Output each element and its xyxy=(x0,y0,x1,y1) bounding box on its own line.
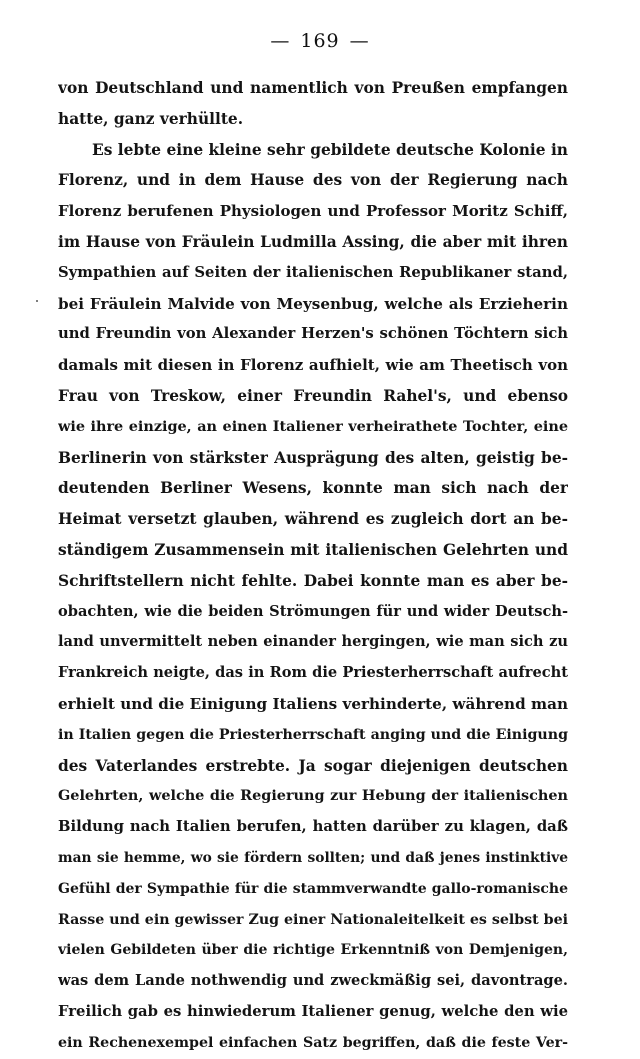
text-line: Gelehrten, welche die Regierung zur Hebung der italienischen xyxy=(58,787,568,805)
text-line: obachten, wie die beiden Strömungen für und wider Deutsch- xyxy=(58,602,568,620)
body-text xyxy=(58,73,568,1059)
text-line: wie ihre einzige, an einen Italiener verheirathete Tochter, eine xyxy=(58,417,568,435)
text-line: im Hause von Fräulein Ludmilla Assing, die aber mit ihren xyxy=(58,232,568,251)
page-number-dash-left: — xyxy=(270,30,291,52)
text-line: damals mit diesen in Florenz aufhielt, wie am Theetisch von xyxy=(58,356,568,375)
text-line: Frau von Treskow, einer Freundin Rahel's, und ebenso xyxy=(58,386,568,405)
text-line: land unvermittelt neben einander hergingen, wie man sich zu xyxy=(58,633,568,651)
text-line: Berlinerin von stärkster Ausprägung des alten, geistig be- xyxy=(58,448,568,467)
text-line: von Deutschland und namentlich von Preußen empfangen xyxy=(58,79,568,97)
text-line: des Vaterlandes erstrebte. Ja sogar diejenigen deutschen xyxy=(58,756,568,775)
text-line: erhielt und die Einigung Italiens verhinderte, während man xyxy=(58,694,568,713)
print-speck xyxy=(36,300,38,302)
text-line: Rasse und ein gewisser Zug einer Nationaleitelkeit es selbst bei xyxy=(58,911,568,928)
text-line: Es lebte eine kleine sehr gebildete deutsche Kolonie in xyxy=(92,140,568,159)
text-line: Freilich gab es hinwiederum Italiener genug, welche den wie xyxy=(58,1002,568,1020)
page-number: 169 xyxy=(300,30,340,52)
text-line: ständigem Zusammensein mit italienischen Gelehrten und xyxy=(58,540,568,559)
text-line: man sie hemme, wo sie fördern sollten; und daß jenes instinktive xyxy=(58,849,568,866)
text-line: bei Fräulein Malvide von Meysenbug, welche als Erzieherin xyxy=(58,294,568,313)
page-number-header xyxy=(0,30,640,52)
text-line: Florenz, und in dem Hause des von der Regierung nach xyxy=(58,171,568,190)
text-line: deutenden Berliner Wesens, konnte man sich nach der xyxy=(58,479,568,498)
text-line: Heimat versetzt glauben, während es zugleich dort an be- xyxy=(58,510,568,529)
text-line: Bildung nach Italien berufen, hatten darüber zu klagen, daß xyxy=(58,818,568,836)
text-line: vielen Gebildeten über die richtige Erkenntniß von Demjenigen, xyxy=(58,942,568,959)
text-line: hatte, ganz verhüllte. xyxy=(58,109,244,128)
text-line: und Freundin von Alexander Herzen's schönen Töchtern sich xyxy=(58,325,568,343)
text-line: Gefühl der Sympathie für die stammverwandte gallo-romanische xyxy=(58,880,568,897)
text-line: Schriftstellern nicht fehlte. Dabei konnte man es aber be- xyxy=(58,571,568,590)
text-line: Florenz berufenen Physiologen und Professor Moritz Schiff, xyxy=(58,202,568,221)
text-line: ein Rechenexempel einfachen Satz begriffen, daß die feste Ver- xyxy=(58,1034,568,1051)
text-line: was dem Lande nothwendig und zweckmäßig sei, davontrage. xyxy=(58,972,568,990)
page-number-dash-right: — xyxy=(349,30,370,52)
text-line: Frankreich neigte, das in Rom die Priesterherrschaft aufrecht xyxy=(58,664,568,682)
text-line: Sympathien auf Seiten der italienischen Republikaner stand, xyxy=(58,263,568,281)
text-line: in Italien gegen die Priesterherrschaft anging und die Einigung xyxy=(58,726,568,743)
